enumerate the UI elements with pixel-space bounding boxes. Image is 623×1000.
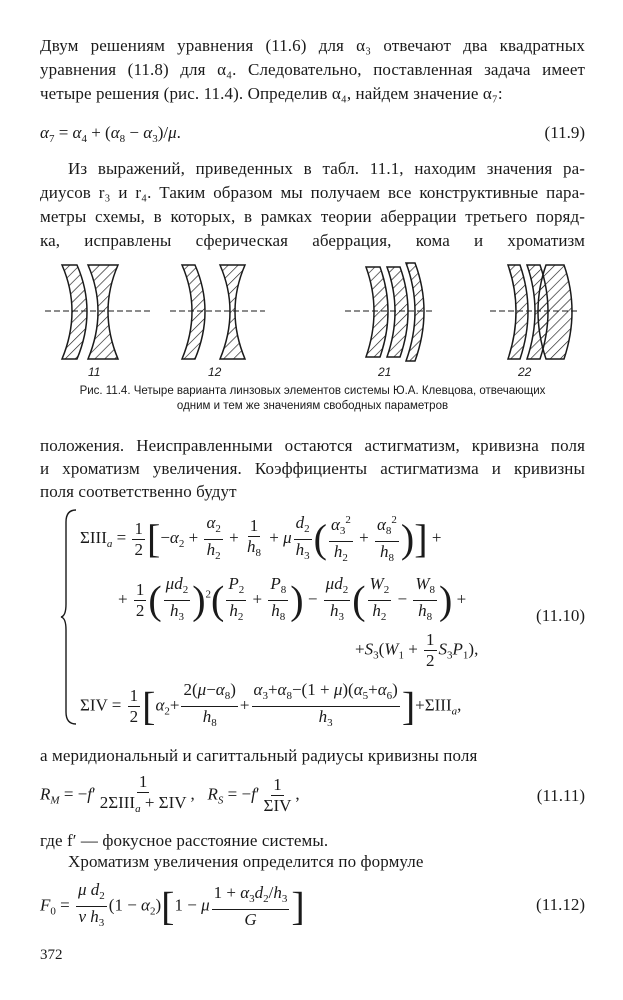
equation-11-10-row-3: $+S_3(W_1$ + $\frac{1}{2}$ $S_3P_1$), — [355, 630, 479, 670]
figure-label-12: 12 — [208, 365, 222, 379]
paragraph-2-line-1: Из выражений, приведенных в табл. 11.1, находим значения ра- — [68, 159, 585, 178]
paragraph-5-line-2: Хроматизм увеличения определится по формуле — [68, 852, 424, 871]
paragraph-1-line-1: Двум решениям уравнения (11.6) для α₃ отвечают два квадратных — [40, 36, 585, 55]
paragraph-2-line-4: ка, исправлены сферическая аберрация, кома и хроматизм — [40, 231, 585, 250]
paragraph-2-line-3: метры схемы, в которых, в рамках теории аберрации третьего поряд- — [40, 207, 585, 226]
equation-number-11-12: (11.12) — [536, 895, 585, 914]
equation-11-11: $R_M = -f'$ $\frac{1}{2\Sigma III_a + \Sigma IV}$ , $R_S = -f'$ $\frac{1}{\text{ΣIV}}$ , — [40, 772, 300, 815]
page-number: 372 — [40, 947, 63, 963]
figure-label-22: 22 — [518, 365, 532, 379]
figure-caption-line-1: Рис. 11.4. Четыре варианта линзовых элементов системы Ю.А. Клевцова, отвечающих — [79, 385, 546, 397]
lens-variant-12 — [170, 265, 265, 359]
paragraph-1-line-3: четыре решения (рис. 11.4). Определив α₄, найдем значение α₇: — [40, 84, 503, 103]
equation-number-11-11: (11.11) — [536, 786, 585, 805]
paragraph-4: а меридиональный и сагиттальный радиусы кривизны поля — [40, 746, 478, 765]
paragraph-3-line-3: поля соответственно будут — [40, 482, 237, 501]
paragraph-1-line-2: уравнения (11.8) для α₄. Следовательно, поставленная задача имеет — [40, 60, 585, 79]
figure-label-21: 21 — [378, 365, 392, 379]
equation-number-11-10: (11.10) — [536, 606, 585, 625]
equation-11-10-row-1: $\Sigma III_a$ = $\frac{1}{2}$ [$-\alpha_2$ + $\frac{\alpha_2}{h_2}$ + $\frac{1}{h_8}$ + μ $\frac{d_2}{h_3}$ ( $\frac{\alpha_3^2}{h_2}$ + $\frac{\alpha_8^2}{h_8}$ )] + — [80, 510, 441, 568]
equation-11-10-row-2: + $\frac{1}{2}$ ( $\frac{\mu d_2}{h_3}$ )$^2$( $\frac{P_2}{h_2}$ + $\frac{P_8}{h_8}$ ) − $\frac{\mu d_2}{h_3}$ ( $\frac{W_2}{h_2}$ − $\frac{W_8}{h_8}$ ) + — [118, 574, 467, 623]
equation-11-9: $\alpha_7 = \alpha_4 + (\alpha_8 - \alpha_3)/\mu$. — [40, 123, 181, 145]
figure-label-11: 11 — [88, 365, 101, 379]
paragraph-2-line-2: диусов r₃ и r₄. Таким образом мы получаем все конструктивные пара- — [40, 183, 585, 202]
equation-11-10-row-4: ΣIV = $\frac{1}{2}$ [$\alpha_2+$ $\frac{2(\mu-\alpha_8)}{h_8}$ + $\frac{\alpha_3+\alpha_8-(1 + \mu)(\alpha_5+\alpha_6)}{h_3}$ ]$+\Sigma III_a$, — [80, 680, 462, 729]
paragraph-3-line-1: положения. Неисправленными остаются астигматизм, кривизна поля — [40, 436, 585, 455]
lens-variant-22 — [490, 265, 580, 359]
paragraph-3-line-2: и хроматизм увеличения. Коэффициенты астигматизма и кривизны — [40, 459, 585, 478]
lens-variant-11 — [45, 265, 150, 359]
lens-variant-21 — [345, 263, 435, 361]
equation-number-11-9: (11.9) — [544, 123, 585, 142]
paragraph-5-line-1: где f′ — фокусное расстояние системы. — [40, 831, 329, 850]
system-brace — [60, 508, 80, 726]
equation-11-12: $F_0$ = $\frac{\mu d_2}{\nu h_3}$ $(1 - \alpha_2)[1 - \mu$ $\frac{1 + \alpha_3d_2/h_3}{G}$ ] — [40, 880, 305, 929]
figure-caption-line-2: одним и тем же значениям свободных параметров — [176, 400, 449, 412]
lens-figure — [30, 255, 600, 380]
